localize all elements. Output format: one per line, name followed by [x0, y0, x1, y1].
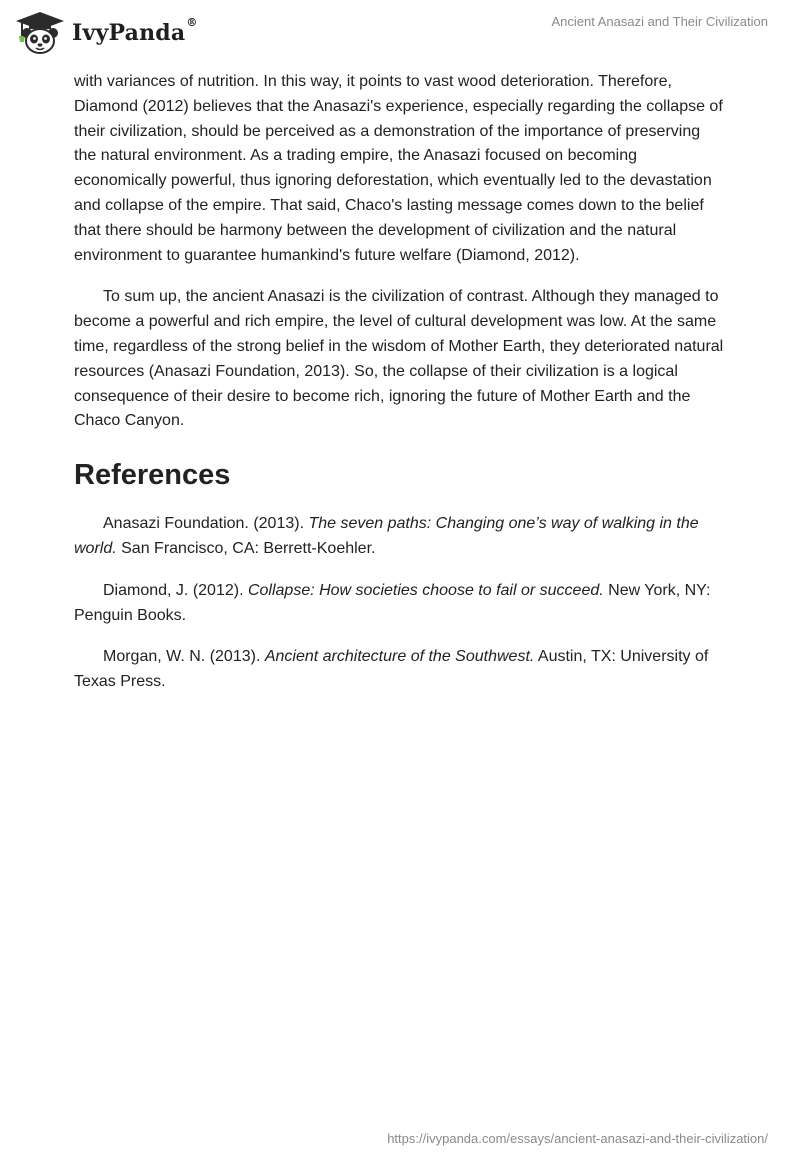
ivypanda-logo[interactable] [14, 10, 198, 56]
body-paragraph: with variances of nutrition. In this way, it points to vast wood deterioration. Therefore, Diamond (2012) believes that the Anasazi's experience, especially regarding the collapse of their civilization, should be perceived as a demonstration of the importance of preserving the natural environment. As a trading empire, the Anasazi focused on becoming economically powerful, thus ignoring deforestation, which eventually led to the devastation and collapse of the empire. That said, Chaco's lasting message comes down to the belief that there should be harmony between the development of civilization and the natural environment to guarantee humankind's future welfare (Diamond, 2012). [74, 73, 723, 264]
reference-title: Ancient architecture of the Southwest. [264, 648, 535, 666]
reference-title: The seven paths: Changing one’s way of walking in the world. [74, 515, 699, 557]
references-heading: References [74, 459, 231, 492]
reference-entry: Morgan, W. N. (2013). Ancient architecture of the Southwest. Austin, TX: University of Texas Press. [74, 648, 709, 691]
registered-mark: ® [186, 16, 198, 29]
reference-title: Collapse: How societies choose to fail or succeed. [247, 581, 604, 599]
body-paragraph: To sum up, the ancient Anasazi is the civilization of contrast. Although they managed to become a powerful and rich empire, the level of cultural development was low. At the same time, regardless of the strong belief in the wisdom of Mother Earth, they deteriorated natural resources (Anasazi Foundation, 2013). So, the collapse of their civilization is a logical consequence of their desire to become rich, ignoring the future of Mother Earth and the Chaco Canyon. [74, 288, 724, 430]
reference-entry: Diamond, J. (2012). Collapse: How societies choose to fail or succeed. New York, NY: Penguin Books. [74, 581, 711, 624]
panda-graduation-cap-icon [14, 10, 66, 56]
brand-name: IvyPanda® [72, 16, 198, 46]
source-url[interactable]: https://ivypanda.com/essays/ancient-anasazi-and-their-civilization/ [387, 1131, 768, 1146]
essay-content [74, 70, 724, 712]
document-title: Ancient Anasazi and Their Civilization [551, 14, 768, 29]
reference-entry: Anasazi Foundation. (2013). The seven paths: Changing one’s way of walking in the world. San Francisco, CA: Berrett-Koehler. [74, 515, 699, 557]
